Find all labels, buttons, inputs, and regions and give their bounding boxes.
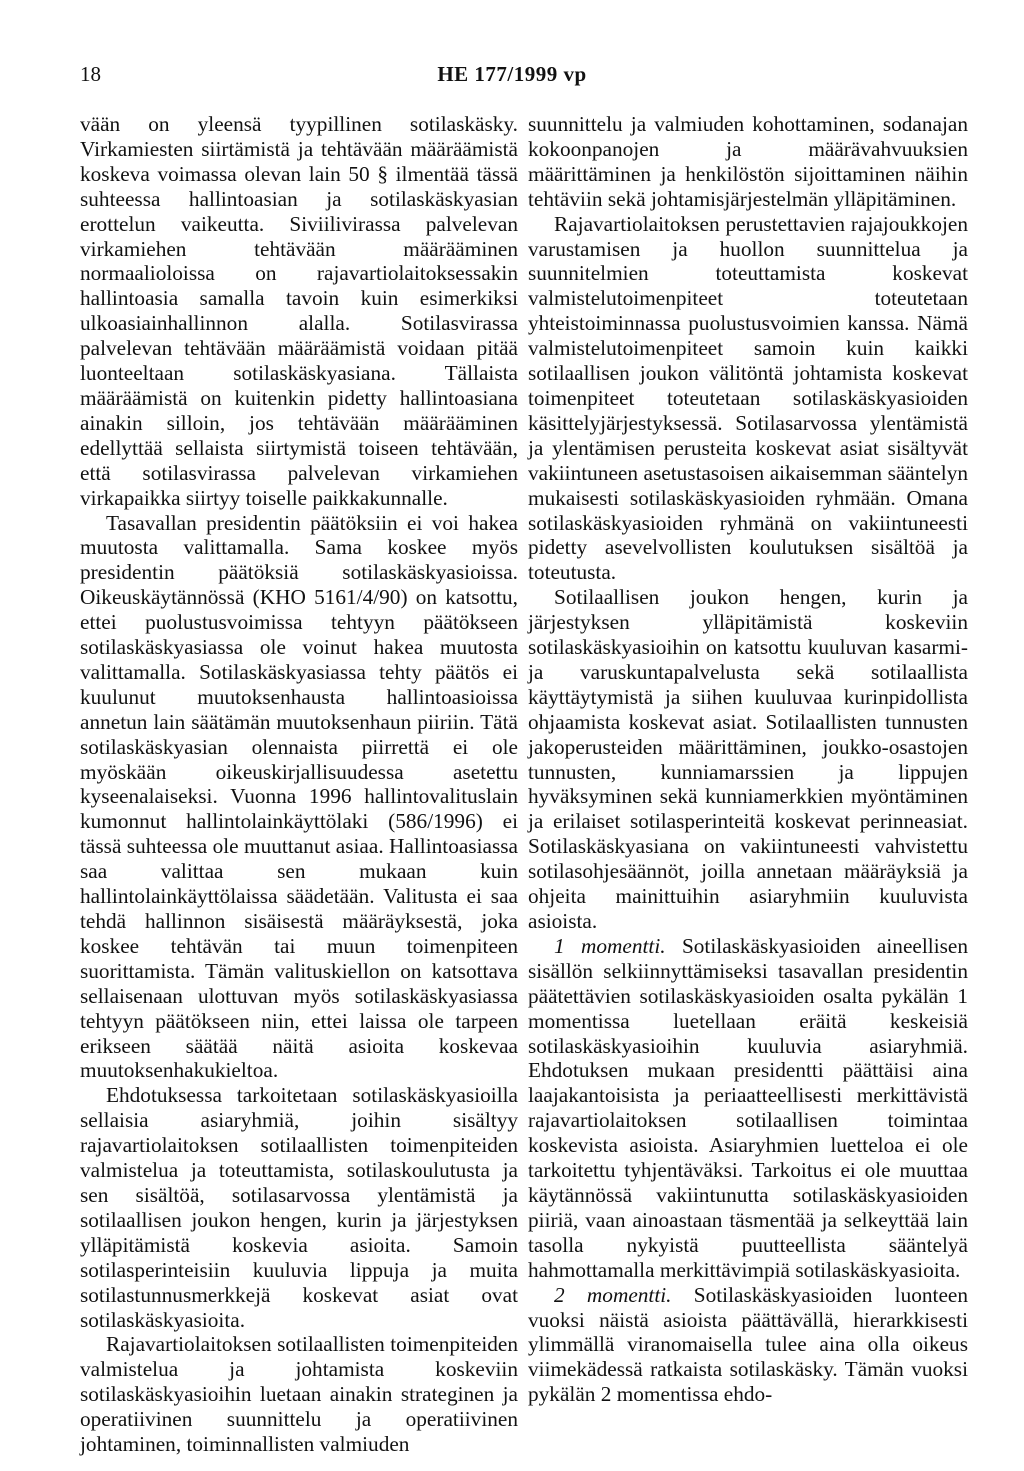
momentti-label: 1 momentti. <box>554 933 666 958</box>
paragraph: suunnittelu ja valmiuden kohottaminen, sodanajan kokoonpanojen ja määrävahvuuksien määrittäminen ja henkilöstön sijoittaminen näihin tehtäviin sekä johtamisjärjestelmän ylläpitäminen. <box>528 112 968 211</box>
paragraph: Ehdotuksessa tarkoitetaan sotilaskäskyasioilla sellaisia asiaryhmiä, joihin sisältyy rajavartiolaitoksen sotilaallisten toimenpiteiden valmistelua ja toteuttamista, sotilaskoulutusta ja sen sisältöä, sotilasarvossa ylentämistä ja sotilaallisen joukon hengen, kurin ja järjestyksen ylläpitämistä koskevia asioita. Samoin sotilasperinteisiin kuuluvia lippuja ja muita sotilastunnusmerkkejä koskevat asiat ovat sotilaskäskyasioita. <box>80 1083 518 1332</box>
right-column <box>528 112 968 1407</box>
paragraph: Rajavartiolaitoksen perustettavien rajajoukkojen varustamisen ja huollon suunnittelua ja suunnitelmien toteuttamista koskevat valmistelutoimenpiteet toteutetaan yhteistoiminnassa puolustusvoimien kanssa. Nämä valmistelutoimenpiteet samoin kuin kaikki sotilaallisen joukon välitöntä johtamista koskevat toimenpiteet toteutetaan sotilaskäskyasioiden käsittelyjärjestyksessä. Sotilasarvossa ylentämistä ja ylentämisen perusteita koskevat asiat sisältyvät vakiintuneen asetustasoisen aikaisemman sääntelyn mukaisesti sotilaskäskyasioiden ryhmään. Omana sotilaskäskyasioiden ryhmänä on vakiintuneesti pidetty asevelvollisten koulutuksen sisältöä ja toteutusta. <box>528 211 968 585</box>
paragraph-momentti-1 <box>528 934 968 1283</box>
momentti-text: Sotilaskäskyasioiden aineellisen sisällön selkiinnyttämiseksi tasavallan presidentin päätettävien sotilaskäskyasioiden osalta pykälän 1 momentissa luetellaan eräitä keskeisiä sotilaskäskyasioihin kuuluvia asiaryhmiä. Ehdotuksen mukaan presidentti päättäisi aina laajakantoisista ja periaatteellisesti merkittävistä rajavartiolaitoksen sotilaallisen toimintaa koskevista asioista. Asiaryhmien luetteloa ei ole tarkoitettu tyhjentäväksi. Tarkoitus ei ole muuttaa käytännössä vakiintunutta sotilaskäskyasioiden piiriä, vaan ainoastaan täsmentää ja selkeyttää lain tasolla nykyistä puutteellista sääntelyä hahmottamalla merkittävimpiä sotilaskäskyasioita. <box>528 933 968 1282</box>
paragraph: Rajavartiolaitoksen sotilaallisten toimenpiteiden valmistelua ja johtamista koskeviin sotilaskäskyasioihin luetaan ainakin strateginen ja operatiivinen suunnittelu ja operatiivinen johtaminen, toiminnallisten valmiuden <box>80 1332 518 1457</box>
paragraph: Tasavallan presidentin päätöksiin ei voi hakea muutosta valittamalla. Sama koskee myös presidentin päätöksiä sotilaskäskyasioissa. Oikeuskäytännössä (KHO 5161/4/90) on katsottu, ettei puolustusvoimissa tehtyyn päätökseen sotilaskäskyasiassa ole voinut hakea muutosta valittamalla. Sotilaskäskyasiassa tehty päätös ei kuulunut muutoksenhausta hallintoasioissa annetun lain säätämän muutoksenhaun piiriin. Tätä sotilaskäskyasian olennaista piirrettä ei ole myöskään oikeuskirjallisuudessa asetettu kyseenalaiseksi. Vuonna 1996 hallintovalituslain kumonnut hallintolainkäyttölaki (586/1996) ei tässä suhteessa ole muuttanut asiaa. Hallintoasiassa saa valittaa sen mukaan kuin hallintolainkäyttölaissa säädetään. Valitusta ei saa tehdä hallinnon sisäisestä määräyksestä, joka koskee tehtävän tai muun toimenpiteen suorittamista. Tämän valituskiellon on katsottava sellaisenaan ulottuvan myös sotilaskäskyasiassa tehtyyn päätökseen niin, ettei laissa ole tarpeen erikseen säätää näitä asioita koskevaa muutoksenhakukieltoa. <box>80 510 518 1083</box>
left-column <box>80 112 518 1457</box>
momentti-text: Sotilaskäskyasioiden luonteen vuoksi näistä asioista päättävällä, hierarkkisesti ylimmällä viranomaisella tulee aina olla oikeus viimekädessä ratkaista sotilaskäsky. Tämän vuoksi pykälän 2 momentissa ehdo- <box>528 1282 968 1407</box>
paragraph-momentti-2 <box>528 1283 968 1408</box>
paragraph: vään on yleensä tyypillinen sotilaskäsky. Virkamiesten siirtämistä ja tehtävään määräämistä koskeva voimassa olevan lain 50 § ilmentää tässä suhteessa hallintoasian ja sotilaskäskyasian erottelun vaikeutta. Siviilivirassa palvelevan virkamiehen tehtävään määrääminen normaalioloissa on rajavartiolaitoksessakin hallintoasia samalla tavoin kuin esimerkiksi ulkoasiainhallinnon alalla. Sotilasvirassa palvelevan tehtävään määräämistä voidaan pitää luonteeltaan sotilaskäskyasiana. Tällaista määräämistä on kuitenkin pidetty hallintoasiana ainakin silloin, jos tehtävään määrääminen edellyttää sellaista siirtymistä toiseen tehtävään, että sotilasvirassa palvelevan virkamiehen virkapaikka siirtyy toiselle paikkakunnalle. <box>80 112 518 510</box>
document-id: HE 177/1999 vp <box>437 62 587 86</box>
momentti-label: 2 momentti. <box>554 1282 672 1307</box>
paragraph: Sotilaallisen joukon hengen, kurin ja järjestyksen ylläpitämistä koskeviin sotilaskäskyasioihin on katsottu kuuluvan kasarmi- ja varuskuntapalvelusta sekä sotilaallista käyttäytymistä ja siihen kuuluvaa kurinpidollista ohjaamista koskevat asiat. Sotilaallisten tunnusten jakoperusteiden määrittäminen, joukko-osastojen tunnusten, kunniamarssien ja lippujen hyväksyminen sekä kunniamerkkien myöntäminen ja erilaiset sotilasperinteitä koskevat perinneasiat. Sotilaskäskyasiana on vakiintuneesti vahvistettu sotilasohjesäännöt, joilla annetaan määräyksiä ja ohjeita mainittuihin asiaryhmiin kuuluvista asioista. <box>528 585 968 933</box>
page-number: 18 <box>80 62 101 86</box>
